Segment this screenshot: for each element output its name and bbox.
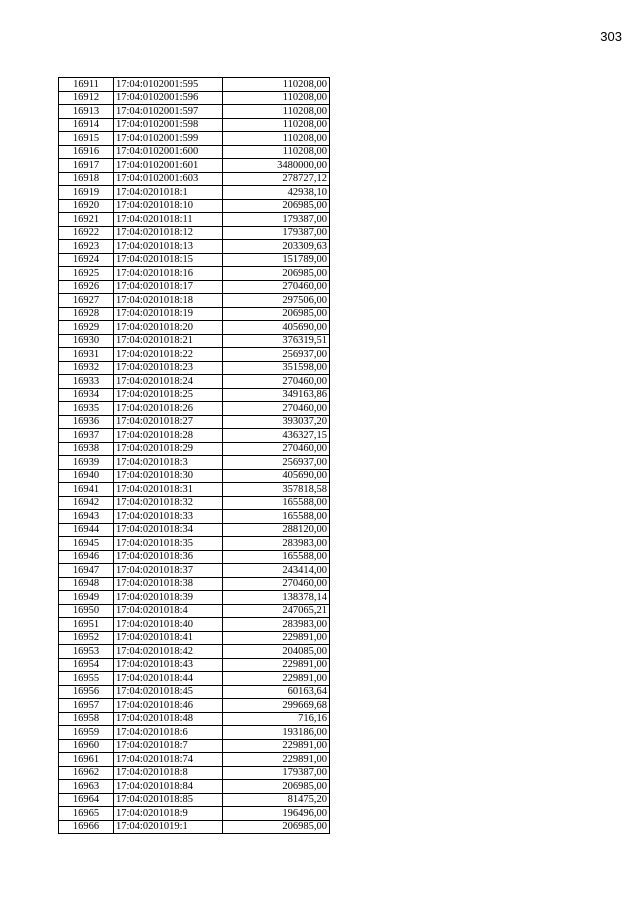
row-number-cell: 16966 [59,820,114,834]
cadastral-number-cell: 17:04:0201018:31 [114,483,223,497]
row-number-cell: 16938 [59,442,114,456]
cadastral-value-table [58,77,330,834]
table-row [59,564,330,578]
table-row [59,753,330,767]
cadastral-number-cell: 17:04:0201018:85 [114,793,223,807]
cadastral-number-cell: 17:04:0201018:48 [114,712,223,726]
row-number-cell: 16919 [59,186,114,200]
cadastral-number-cell: 17:04:0201018:34 [114,523,223,537]
row-number-cell: 16935 [59,402,114,416]
cadastral-value-cell: 247065,21 [223,604,330,618]
cadastral-value-cell: 206985,00 [223,780,330,794]
table-row [59,780,330,794]
table-row [59,294,330,308]
table-row [59,523,330,537]
row-number-cell: 16951 [59,618,114,632]
cadastral-value-cell: 229891,00 [223,672,330,686]
cadastral-value-cell: 179387,00 [223,766,330,780]
row-number-cell: 16911 [59,78,114,92]
cadastral-value-cell: 229891,00 [223,631,330,645]
cadastral-number-cell: 17:04:0201018:9 [114,807,223,821]
row-number-cell: 16953 [59,645,114,659]
table-row [59,415,330,429]
cadastral-value-cell: 110208,00 [223,118,330,132]
table-row [59,712,330,726]
cadastral-number-cell: 17:04:0201018:21 [114,334,223,348]
table-row [59,496,330,510]
row-number-cell: 16950 [59,604,114,618]
cadastral-number-cell: 17:04:0201018:15 [114,253,223,267]
cadastral-number-cell: 17:04:0201018:19 [114,307,223,321]
table-row [59,442,330,456]
cadastral-value-cell: 151789,00 [223,253,330,267]
table-row [59,820,330,834]
cadastral-number-cell: 17:04:0201018:17 [114,280,223,294]
table-row [59,334,330,348]
cadastral-number-cell: 17:04:0201018:44 [114,672,223,686]
table-row [59,807,330,821]
table-row [59,361,330,375]
cadastral-number-cell: 17:04:0102001:599 [114,132,223,146]
table-row [59,699,330,713]
cadastral-number-cell: 17:04:0201018:27 [114,415,223,429]
cadastral-number-cell: 17:04:0201018:42 [114,645,223,659]
cadastral-number-cell: 17:04:0102001:603 [114,172,223,186]
row-number-cell: 16962 [59,766,114,780]
cadastral-number-cell: 17:04:0201018:10 [114,199,223,213]
row-number-cell: 16916 [59,145,114,159]
cadastral-number-cell: 17:04:0201018:24 [114,375,223,389]
table-row [59,429,330,443]
table-row [59,510,330,524]
cadastral-number-cell: 17:04:0201018:12 [114,226,223,240]
table-row [59,618,330,632]
row-number-cell: 16926 [59,280,114,294]
table-row [59,78,330,92]
cadastral-value-cell: 229891,00 [223,753,330,767]
cadastral-number-cell: 17:04:0102001:600 [114,145,223,159]
row-number-cell: 16946 [59,550,114,564]
cadastral-value-cell: 229891,00 [223,739,330,753]
table-body [59,78,330,834]
cadastral-number-cell: 17:04:0201018:30 [114,469,223,483]
cadastral-value-cell: 165588,00 [223,496,330,510]
cadastral-number-cell: 17:04:0201018:36 [114,550,223,564]
cadastral-number-cell: 17:04:0201018:26 [114,402,223,416]
cadastral-number-cell: 17:04:0201018:29 [114,442,223,456]
cadastral-number-cell: 17:04:0201018:7 [114,739,223,753]
table-row [59,591,330,605]
row-number-cell: 16917 [59,159,114,173]
cadastral-value-cell: 393037,20 [223,415,330,429]
row-number-cell: 16923 [59,240,114,254]
row-number-cell: 16928 [59,307,114,321]
row-number-cell: 16936 [59,415,114,429]
cadastral-number-cell: 17:04:0201018:22 [114,348,223,362]
cadastral-value-cell: 203309,63 [223,240,330,254]
table-row [59,132,330,146]
cadastral-value-cell: 165588,00 [223,550,330,564]
cadastral-value-cell: 283983,00 [223,618,330,632]
cadastral-value-cell: 60163,64 [223,685,330,699]
cadastral-number-cell: 17:04:0201019:1 [114,820,223,834]
row-number-cell: 16947 [59,564,114,578]
cadastral-value-cell: 193186,00 [223,726,330,740]
cadastral-number-cell: 17:04:0201018:41 [114,631,223,645]
cadastral-value-cell: 349163,86 [223,388,330,402]
table-row [59,321,330,335]
cadastral-value-cell: 405690,00 [223,321,330,335]
cadastral-number-cell: 17:04:0201018:84 [114,780,223,794]
table-row [59,118,330,132]
table-row [59,793,330,807]
cadastral-value-cell: 297506,00 [223,294,330,308]
cadastral-number-cell: 17:04:0201018:45 [114,685,223,699]
cadastral-number-cell: 17:04:0201018:33 [114,510,223,524]
row-number-cell: 16961 [59,753,114,767]
cadastral-value-cell: 270460,00 [223,442,330,456]
row-number-cell: 16956 [59,685,114,699]
table-row [59,240,330,254]
row-number-cell: 16944 [59,523,114,537]
row-number-cell: 16963 [59,780,114,794]
table-row [59,550,330,564]
cadastral-value-cell: 196496,00 [223,807,330,821]
cadastral-value-cell: 270460,00 [223,280,330,294]
row-number-cell: 16925 [59,267,114,281]
table-row [59,537,330,551]
table-row [59,672,330,686]
table-row [59,631,330,645]
row-number-cell: 16932 [59,361,114,375]
cadastral-number-cell: 17:04:0201018:8 [114,766,223,780]
table-row [59,604,330,618]
cadastral-value-cell: 270460,00 [223,375,330,389]
cadastral-number-cell: 17:04:0201018:23 [114,361,223,375]
table-row [59,267,330,281]
row-number-cell: 16942 [59,496,114,510]
table-row [59,577,330,591]
row-number-cell: 16959 [59,726,114,740]
table-row [59,172,330,186]
cadastral-value-cell: 283983,00 [223,537,330,551]
row-number-cell: 16912 [59,91,114,105]
row-number-cell: 16914 [59,118,114,132]
cadastral-value-cell: 278727,12 [223,172,330,186]
cadastral-value-cell: 716,16 [223,712,330,726]
table-row [59,658,330,672]
cadastral-value-cell: 179387,00 [223,213,330,227]
row-number-cell: 16918 [59,172,114,186]
table-row [59,199,330,213]
row-number-cell: 16924 [59,253,114,267]
row-number-cell: 16965 [59,807,114,821]
row-number-cell: 16931 [59,348,114,362]
cadastral-number-cell: 17:04:0201018:43 [114,658,223,672]
row-number-cell: 16960 [59,739,114,753]
row-number-cell: 16948 [59,577,114,591]
cadastral-number-cell: 17:04:0201018:46 [114,699,223,713]
cadastral-value-cell: 110208,00 [223,78,330,92]
row-number-cell: 16913 [59,105,114,119]
table-row [59,645,330,659]
cadastral-number-cell: 17:04:0201018:39 [114,591,223,605]
cadastral-number-cell: 17:04:0201018:32 [114,496,223,510]
table-row [59,739,330,753]
cadastral-number-cell: 17:04:0201018:25 [114,388,223,402]
cadastral-value-cell: 42938,10 [223,186,330,200]
table-row [59,766,330,780]
cadastral-number-cell: 17:04:0201018:18 [114,294,223,308]
table-row [59,456,330,470]
row-number-cell: 16945 [59,537,114,551]
table-row [59,402,330,416]
cadastral-number-cell: 17:04:0201018:4 [114,604,223,618]
cadastral-number-cell: 17:04:0102001:595 [114,78,223,92]
cadastral-value-cell: 138378,14 [223,591,330,605]
cadastral-number-cell: 17:04:0102001:597 [114,105,223,119]
cadastral-value-cell: 376319,51 [223,334,330,348]
table-row [59,388,330,402]
cadastral-number-cell: 17:04:0201018:40 [114,618,223,632]
cadastral-value-cell: 357818,58 [223,483,330,497]
table-row [59,186,330,200]
cadastral-value-cell: 256937,00 [223,348,330,362]
cadastral-value-cell: 243414,00 [223,564,330,578]
cadastral-value-cell: 256937,00 [223,456,330,470]
cadastral-value-cell: 110208,00 [223,105,330,119]
row-number-cell: 16943 [59,510,114,524]
cadastral-value-cell: 270460,00 [223,402,330,416]
cadastral-number-cell: 17:04:0102001:598 [114,118,223,132]
cadastral-number-cell: 17:04:0201018:11 [114,213,223,227]
row-number-cell: 16921 [59,213,114,227]
row-number-cell: 16939 [59,456,114,470]
table-row [59,91,330,105]
cadastral-value-cell: 270460,00 [223,577,330,591]
cadastral-value-cell: 206985,00 [223,267,330,281]
cadastral-value-cell: 3480000,00 [223,159,330,173]
cadastral-value-cell: 351598,00 [223,361,330,375]
cadastral-value-cell: 165588,00 [223,510,330,524]
cadastral-number-cell: 17:04:0201018:74 [114,753,223,767]
page-number: 303 [600,29,622,44]
table-row [59,375,330,389]
cadastral-number-cell: 17:04:0102001:596 [114,91,223,105]
row-number-cell: 16940 [59,469,114,483]
row-number-cell: 16920 [59,199,114,213]
row-number-cell: 16941 [59,483,114,497]
cadastral-value-cell: 405690,00 [223,469,330,483]
table-row [59,483,330,497]
cadastral-value-cell: 179387,00 [223,226,330,240]
row-number-cell: 16957 [59,699,114,713]
table-row [59,726,330,740]
cadastral-number-cell: 17:04:0201018:37 [114,564,223,578]
cadastral-value-cell: 110208,00 [223,91,330,105]
row-number-cell: 16955 [59,672,114,686]
cadastral-number-cell: 17:04:0201018:13 [114,240,223,254]
cadastral-number-cell: 17:04:0201018:3 [114,456,223,470]
table-row [59,280,330,294]
row-number-cell: 16954 [59,658,114,672]
row-number-cell: 16933 [59,375,114,389]
table-row [59,213,330,227]
cadastral-number-cell: 17:04:0201018:1 [114,186,223,200]
cadastral-value-cell: 436327,15 [223,429,330,443]
cadastral-value-cell: 229891,00 [223,658,330,672]
row-number-cell: 16927 [59,294,114,308]
cadastral-value-cell: 110208,00 [223,145,330,159]
cadastral-value-cell: 81475,20 [223,793,330,807]
cadastral-value-cell: 299669,68 [223,699,330,713]
cadastral-value-cell: 288120,00 [223,523,330,537]
row-number-cell: 16922 [59,226,114,240]
cadastral-number-cell: 17:04:0201018:20 [114,321,223,335]
cadastral-number-cell: 17:04:0201018:38 [114,577,223,591]
table-row [59,348,330,362]
row-number-cell: 16937 [59,429,114,443]
cadastral-value-cell: 110208,00 [223,132,330,146]
cadastral-number-cell: 17:04:0201018:16 [114,267,223,281]
table-row [59,159,330,173]
row-number-cell: 16930 [59,334,114,348]
cadastral-value-cell: 206985,00 [223,820,330,834]
row-number-cell: 16949 [59,591,114,605]
table-row [59,253,330,267]
cadastral-number-cell: 17:04:0201018:28 [114,429,223,443]
cadastral-number-cell: 17:04:0201018:35 [114,537,223,551]
row-number-cell: 16964 [59,793,114,807]
table-row [59,307,330,321]
row-number-cell: 16958 [59,712,114,726]
cadastral-value-cell: 206985,00 [223,199,330,213]
table-row [59,469,330,483]
row-number-cell: 16952 [59,631,114,645]
cadastral-number-cell: 17:04:0201018:6 [114,726,223,740]
table-row [59,105,330,119]
table-row [59,685,330,699]
table-row [59,145,330,159]
cadastral-value-cell: 206985,00 [223,307,330,321]
row-number-cell: 16929 [59,321,114,335]
cadastral-number-cell: 17:04:0102001:601 [114,159,223,173]
row-number-cell: 16934 [59,388,114,402]
row-number-cell: 16915 [59,132,114,146]
table-row [59,226,330,240]
cadastral-value-cell: 204085,00 [223,645,330,659]
